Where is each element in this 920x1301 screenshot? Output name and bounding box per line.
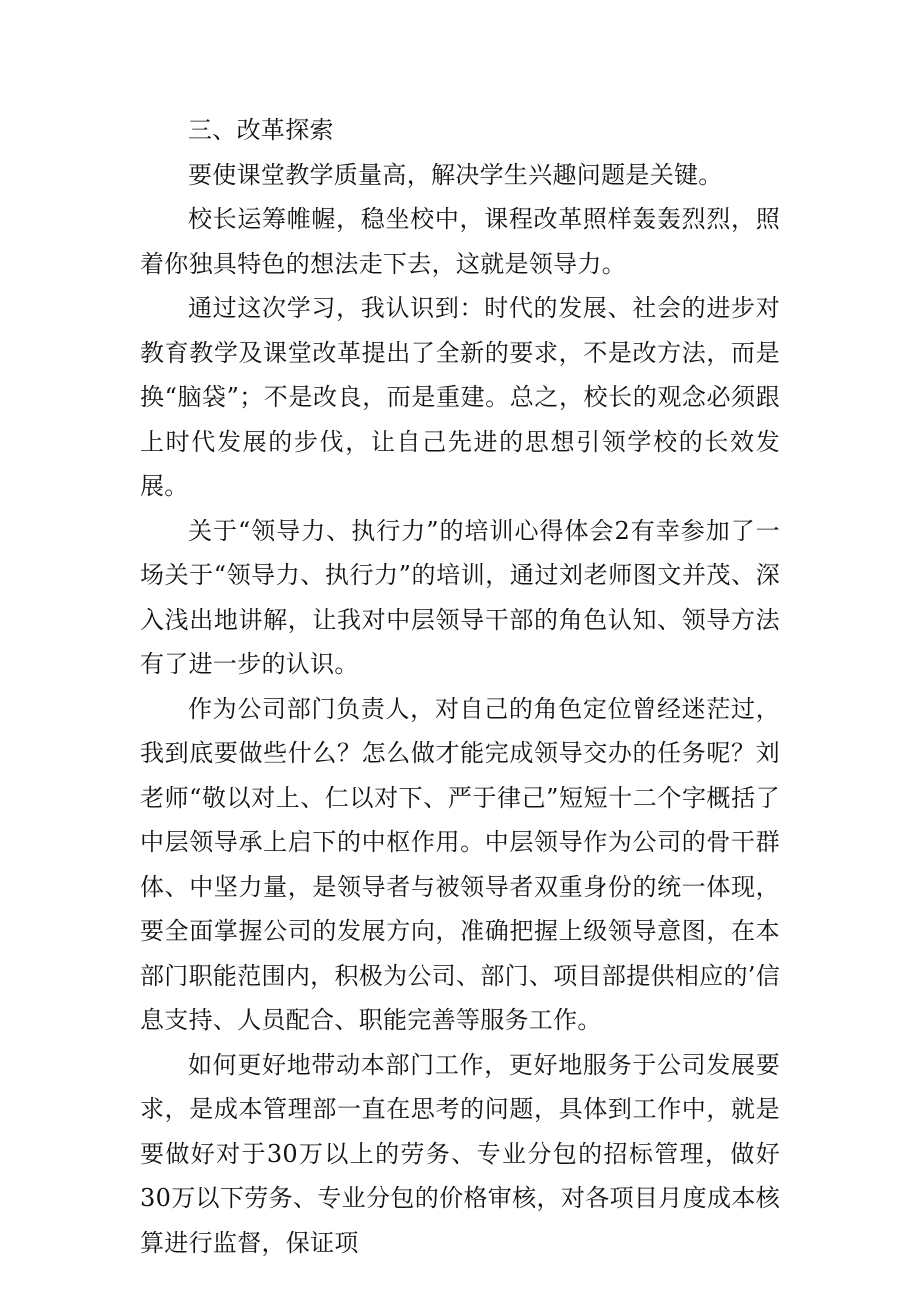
document-page: [140, 108, 780, 1265]
paragraph: 通过这次学习，我认识到：时代的发展、社会的进步对教育教学及课堂改革提出了全新的要求，不是改方法，而是换“脑袋”；不是改良，而是重建。总之，校长的观念必须跟上时代发展的步伐，让自己先进的思想引领学校的长效发展。: [140, 294, 780, 500]
paragraph: 关于“领导力、执行力”的培训心得体会2有幸参加了一场关于“领导力、执行力”的培训，通过刘老师图文并茂、深入浅出地讲解，让我对中层领导干部的角色认知、领导方法有了进一步的认识。: [140, 516, 780, 678]
paragraph: 要使课堂教学质量高，解决学生兴趣问题是关键。: [188, 160, 723, 189]
section-heading: 三、改革探索: [188, 116, 334, 144]
paragraph: 如何更好地带动本部门工作，更好地服务于公司发展要求，是成本管理部一直在思考的问题，具体到工作中，就是要做好对于30万以上的劳务、专业分包的招标管理，做好30万以下劳务、专业分包的价格审核，对各项目月度成本核算进行监督，保证项: [140, 1050, 780, 1257]
paragraph: 校长运筹帷幄，稳坐校中，课程改革照样轰轰烈烈，照着你独具特色的想法走下去，这就是领导力。: [140, 205, 780, 278]
paragraph: 作为公司部门负责人，对自己的角色定位曾经迷茫过，我到底要做些什么？怎么做才能完成领导交办的任务呢？刘老师“敬以对上、仁以对下、严于律己”短短十二个字概括了中层领导承上启下的中枢作用。中层领导作为公司的骨干群体、中坚力量，是领导者与被领导者双重身份的统一体现，要全面掌握公司的发展方向，准确把握上级领导意图，在本部门职能范围内，积极为公司、部门、项目部提供相应的’信息支持、人员配合、职能完善等服务工作。: [140, 694, 780, 1034]
